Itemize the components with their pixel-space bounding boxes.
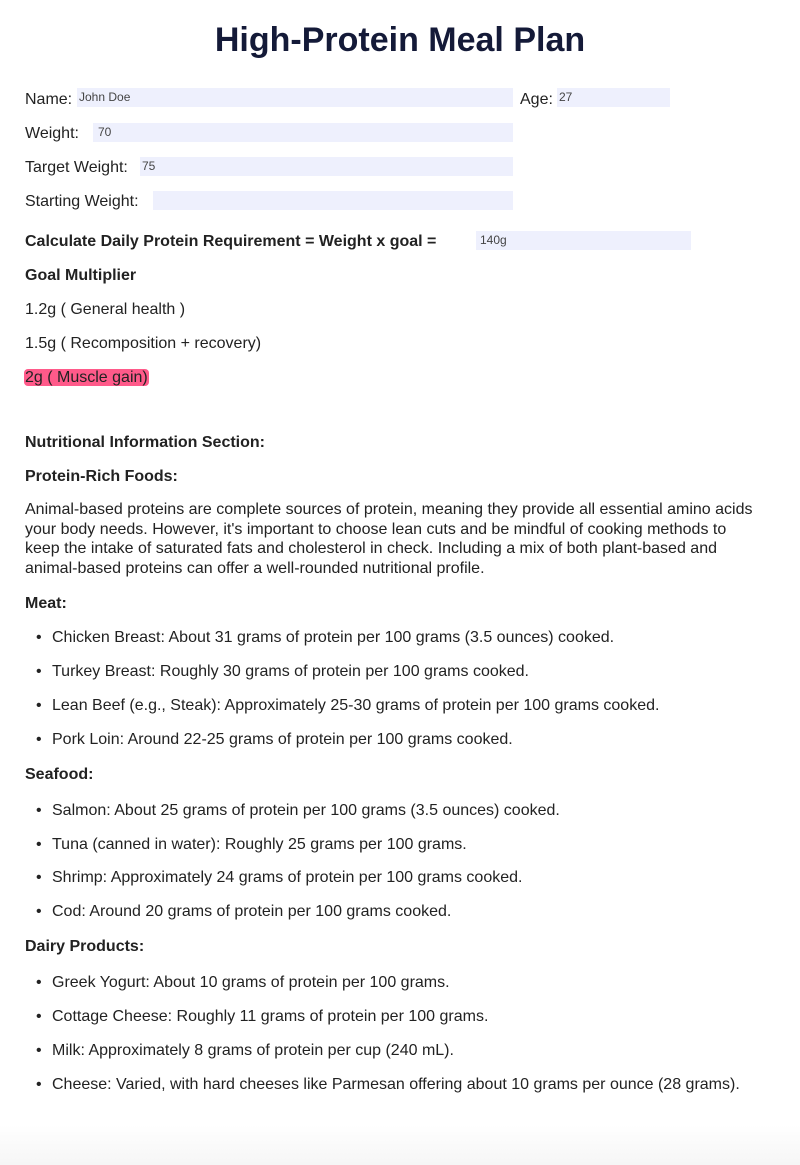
name-label: Name: (25, 91, 73, 108)
list-item: • Cheese: Varied, with hard cheeses like Parmesan offering about 10 grams per ounce (28 grams). (36, 1076, 740, 1093)
weight-field[interactable]: 70 (93, 123, 513, 142)
list-item: • Chicken Breast: About 31 grams of protein per 100 grams (3.5 ounces) cooked. (36, 629, 615, 646)
age-field[interactable]: 27 (557, 88, 670, 107)
starting-weight-field[interactable] (153, 191, 513, 210)
starting-weight-label: Starting Weight: (25, 193, 139, 210)
page-bottom-fade (0, 1125, 800, 1165)
dairy-heading: Dairy Products: (25, 938, 145, 955)
age-label: Age: (520, 91, 553, 108)
list-item: • Salmon: About 25 grams of protein per 100 grams (3.5 ounces) cooked. (36, 802, 560, 819)
intro-paragraph: Animal-based proteins are complete sources of protein, meaning they provide all essential amino acids your body needs. However, it's important to choose lean cuts and be mindful of cooking methods to keep the intake of saturated fats and cholesterol in check. Including a mix of both plant-based and animal-based proteins can offer a well-rounded nutritional profile. (25, 501, 753, 577)
target-weight-field[interactable]: 75 (140, 157, 513, 176)
list-item: • Shrimp: Approximately 24 grams of protein per 100 grams cooked. (36, 869, 523, 886)
protein-foods-heading: Protein-Rich Foods: (25, 468, 178, 485)
nutrition-heading: Nutritional Information Section: (25, 434, 265, 451)
target-weight-label: Target Weight: (25, 159, 128, 176)
list-item: • Pork Loin: Around 22-25 grams of protein per 100 grams cooked. (36, 731, 513, 748)
list-item: • Cod: Around 20 grams of protein per 100 grams cooked. (36, 903, 452, 920)
page-title: High-Protein Meal Plan (214, 21, 586, 59)
goal-option: 1.5g ( Recomposition + recovery) (25, 335, 262, 352)
weight-label: Weight: (25, 125, 79, 142)
seafood-heading: Seafood: (25, 766, 94, 783)
list-item: • Greek Yogurt: About 10 grams of protein per 100 grams. (36, 974, 450, 991)
list-item: • Tuna (canned in water): Roughly 25 grams per 100 grams. (36, 836, 467, 853)
meat-heading: Meat: (25, 595, 67, 612)
goal-option: 1.2g ( General health ) (25, 301, 186, 318)
goal-heading: Goal Multiplier (25, 267, 137, 284)
protein-requirement-field[interactable]: 140g (476, 231, 691, 250)
list-item: • Turkey Breast: Roughly 30 grams of protein per 100 grams cooked. (36, 663, 529, 680)
name-field[interactable]: John Doe (77, 88, 513, 107)
calc-label: Calculate Daily Protein Requirement = Weight x goal = (25, 233, 437, 250)
list-item: • Milk: Approximately 8 grams of protein per cup (240 mL). (36, 1042, 454, 1059)
list-item: • Cottage Cheese: Roughly 11 grams of protein per 100 grams. (36, 1008, 489, 1025)
list-item: • Lean Beef (e.g., Steak): Approximately 25-30 grams of protein per 100 grams cooked. (36, 697, 660, 714)
goal-option-highlighted: 2g ( Muscle gain) (25, 369, 148, 386)
